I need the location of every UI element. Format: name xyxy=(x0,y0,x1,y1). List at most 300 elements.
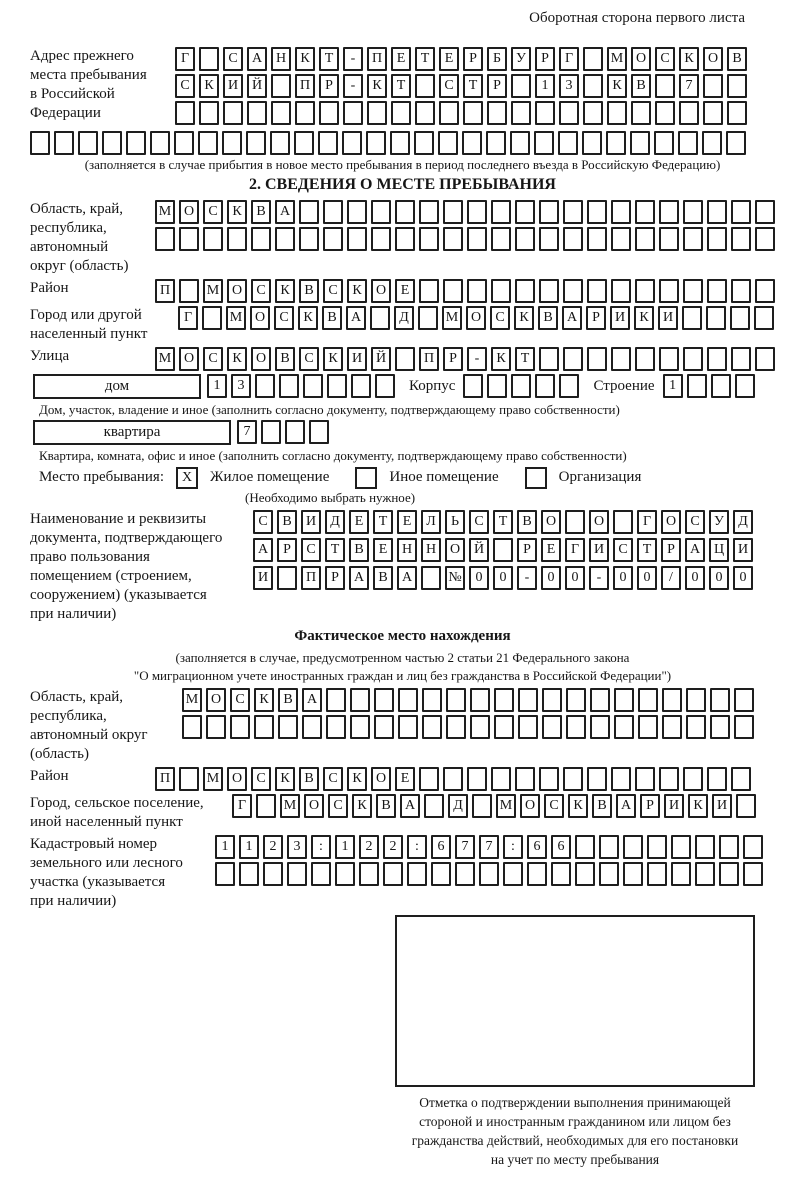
char-box xyxy=(222,131,242,155)
char-box xyxy=(343,101,363,125)
char-box xyxy=(563,767,583,791)
region-row-1 xyxy=(155,200,775,224)
char-box: К xyxy=(275,279,295,303)
region-block xyxy=(30,200,775,276)
char-box xyxy=(539,200,559,224)
char-box xyxy=(347,200,367,224)
char-box: 2 xyxy=(263,835,283,859)
char-box: Д xyxy=(733,510,753,534)
char-box xyxy=(566,688,586,712)
char-box xyxy=(599,835,619,859)
char-box: С xyxy=(203,347,223,371)
char-box: 3 xyxy=(559,74,579,98)
char-box xyxy=(731,200,751,224)
street-block xyxy=(30,347,775,371)
char-box: Г xyxy=(559,47,579,71)
char-box: Г xyxy=(565,538,585,562)
stroenie-label: Строение xyxy=(593,378,655,394)
char-box xyxy=(707,279,727,303)
char-box: А xyxy=(349,566,369,590)
char-box: Е xyxy=(541,538,561,562)
char-box: С xyxy=(175,74,195,98)
korpus-cells xyxy=(463,374,579,398)
char-box: М xyxy=(155,200,175,224)
char-box xyxy=(486,131,506,155)
char-box xyxy=(251,227,271,251)
char-box: А xyxy=(275,200,295,224)
char-box xyxy=(611,200,631,224)
char-box: М xyxy=(203,279,223,303)
char-box xyxy=(494,688,514,712)
char-box xyxy=(418,306,438,330)
char-box: И xyxy=(223,74,243,98)
char-box: К xyxy=(347,767,367,791)
char-box: К xyxy=(227,347,247,371)
label-line: Адрес прежнего xyxy=(30,48,134,64)
char-box xyxy=(491,279,511,303)
char-box xyxy=(727,74,747,98)
char-box: П xyxy=(301,566,321,590)
char-box xyxy=(326,688,346,712)
cadastral-grid xyxy=(215,835,763,889)
char-box: И xyxy=(589,538,609,562)
char-box xyxy=(438,131,458,155)
char-box xyxy=(463,101,483,125)
char-box: К xyxy=(634,306,654,330)
district-row xyxy=(155,279,775,303)
char-box: К xyxy=(367,74,387,98)
char-box xyxy=(611,347,631,371)
char-box xyxy=(270,131,290,155)
char-box xyxy=(623,835,643,859)
char-box: / xyxy=(661,566,681,590)
char-box: 2 xyxy=(359,835,379,859)
char-box xyxy=(614,688,634,712)
char-box xyxy=(607,101,627,125)
char-box: 3 xyxy=(287,835,307,859)
char-box: Т xyxy=(391,74,411,98)
char-box xyxy=(223,101,243,125)
char-box xyxy=(326,715,346,739)
char-box: К xyxy=(295,47,315,71)
char-box xyxy=(424,794,444,818)
char-box: Н xyxy=(421,538,441,562)
char-box: 0 xyxy=(637,566,657,590)
char-box xyxy=(535,101,555,125)
char-box xyxy=(275,227,295,251)
char-box xyxy=(638,715,658,739)
char-box: - xyxy=(467,347,487,371)
prev-address-grid xyxy=(175,47,747,128)
char-box: 0 xyxy=(565,566,585,590)
char-box: 1 xyxy=(207,374,227,398)
char-box: М xyxy=(203,767,223,791)
char-box: К xyxy=(199,74,219,98)
label-line: документа, подтверждающего xyxy=(30,530,223,546)
char-box xyxy=(255,374,275,398)
char-box: Г xyxy=(175,47,195,71)
char-box xyxy=(182,715,202,739)
char-box: О xyxy=(541,510,561,534)
cadastral-row-1 xyxy=(215,835,763,859)
char-box xyxy=(755,347,775,371)
char-box: О xyxy=(631,47,651,71)
char-box xyxy=(419,200,439,224)
char-box xyxy=(710,715,730,739)
char-box: О xyxy=(589,510,609,534)
char-box: В xyxy=(517,510,537,534)
char-box xyxy=(271,74,291,98)
char-box: Р xyxy=(517,538,537,562)
char-box xyxy=(731,767,751,791)
char-box: Г xyxy=(637,510,657,534)
char-box xyxy=(671,862,691,886)
label-line: гражданства действий, необходимых для его постановки xyxy=(411,1133,739,1148)
char-box: Н xyxy=(271,47,291,71)
char-box: П xyxy=(155,279,175,303)
char-box xyxy=(467,227,487,251)
char-box xyxy=(254,715,274,739)
prev-address-block xyxy=(30,47,775,128)
char-box: В xyxy=(592,794,612,818)
char-box xyxy=(366,131,386,155)
char-box: 6 xyxy=(527,835,547,859)
char-box xyxy=(327,374,347,398)
char-box: Й xyxy=(371,347,391,371)
char-box: С xyxy=(301,538,321,562)
char-box xyxy=(683,347,703,371)
char-box xyxy=(678,131,698,155)
label-line: сооружением) (указывается xyxy=(30,587,207,603)
char-box: 0 xyxy=(493,566,513,590)
char-box: 7 xyxy=(479,835,499,859)
label-line: земельного или лесного xyxy=(30,855,183,871)
char-box: С xyxy=(544,794,564,818)
char-box xyxy=(419,279,439,303)
label-line: право пользования xyxy=(30,549,150,565)
char-box xyxy=(179,279,199,303)
char-box: О xyxy=(227,767,247,791)
char-box xyxy=(395,227,415,251)
char-box: Е xyxy=(349,510,369,534)
char-box xyxy=(150,131,170,155)
char-box xyxy=(587,200,607,224)
apartment-cells xyxy=(237,420,329,444)
char-box xyxy=(583,74,603,98)
char-box: О xyxy=(445,538,465,562)
char-box: Т xyxy=(325,538,345,562)
char-box xyxy=(455,862,475,886)
char-box xyxy=(198,131,218,155)
prev-address-row-3 xyxy=(175,101,747,125)
char-box xyxy=(390,131,410,155)
char-box: А xyxy=(616,794,636,818)
char-box xyxy=(590,715,610,739)
char-box xyxy=(261,420,281,444)
label-line: на учет по месту пребывания xyxy=(490,1152,660,1167)
char-box xyxy=(518,688,538,712)
label-line: республика, xyxy=(30,220,107,236)
char-box xyxy=(421,566,441,590)
char-box: 0 xyxy=(613,566,633,590)
char-box xyxy=(559,374,579,398)
char-box xyxy=(655,74,675,98)
char-box: - xyxy=(343,74,363,98)
stay-checkbox-residential: X xyxy=(176,467,198,489)
char-box xyxy=(635,767,655,791)
cadastral-block xyxy=(30,835,775,911)
char-box: П xyxy=(367,47,387,71)
fact-region-row-1 xyxy=(182,688,754,712)
label-line: республика, xyxy=(30,708,107,724)
char-box xyxy=(539,347,559,371)
char-box: Д xyxy=(325,510,345,534)
char-box xyxy=(309,420,329,444)
char-box: К xyxy=(607,74,627,98)
city-row xyxy=(178,306,774,330)
char-box: К xyxy=(568,794,588,818)
stay-checkbox-organization xyxy=(525,467,547,489)
char-box xyxy=(707,767,727,791)
char-box xyxy=(719,862,739,886)
prev-address-row-2 xyxy=(175,74,747,98)
char-box: Е xyxy=(373,538,393,562)
district-label: Район xyxy=(30,280,69,296)
char-box: В xyxy=(277,510,297,534)
char-box: А xyxy=(400,794,420,818)
char-box: Г xyxy=(232,794,252,818)
label-line: Город, сельское поселение, xyxy=(30,795,204,811)
char-box xyxy=(443,227,463,251)
fact-city-block xyxy=(30,794,775,832)
char-box: С xyxy=(328,794,348,818)
document-row-1 xyxy=(253,510,753,534)
char-box: В xyxy=(373,566,393,590)
char-box: В xyxy=(251,200,271,224)
char-box xyxy=(256,794,276,818)
char-box xyxy=(206,715,226,739)
char-box: А xyxy=(247,47,267,71)
char-box: К xyxy=(679,47,699,71)
char-box: А xyxy=(302,688,322,712)
char-box xyxy=(335,862,355,886)
char-box: И xyxy=(301,510,321,534)
char-box: О xyxy=(304,794,324,818)
char-box: Т xyxy=(637,538,657,562)
char-box xyxy=(247,101,267,125)
char-box xyxy=(350,688,370,712)
char-box xyxy=(635,200,655,224)
char-box xyxy=(294,131,314,155)
char-box: Р xyxy=(640,794,660,818)
char-box: Р xyxy=(443,347,463,371)
char-box xyxy=(659,227,679,251)
char-box: В xyxy=(322,306,342,330)
char-box: Й xyxy=(469,538,489,562)
char-box xyxy=(635,227,655,251)
char-box xyxy=(78,131,98,155)
char-box: В xyxy=(349,538,369,562)
char-box: С xyxy=(251,279,271,303)
char-box xyxy=(679,101,699,125)
char-box xyxy=(535,374,555,398)
char-box: П xyxy=(419,347,439,371)
char-box xyxy=(227,227,247,251)
char-box xyxy=(446,715,466,739)
label-line: стороной и иностранным гражданином или лицом без xyxy=(419,1114,731,1129)
char-box xyxy=(295,101,315,125)
char-box xyxy=(511,101,531,125)
char-box xyxy=(370,306,390,330)
char-box: П xyxy=(295,74,315,98)
char-box xyxy=(683,227,703,251)
char-box xyxy=(563,200,583,224)
apartment-widebox: квартира xyxy=(33,420,231,445)
char-box: 6 xyxy=(551,835,571,859)
char-box xyxy=(647,862,667,886)
char-box xyxy=(563,347,583,371)
char-box xyxy=(383,862,403,886)
char-box xyxy=(518,715,538,739)
char-box xyxy=(599,862,619,886)
fact-title: Фактическое место нахождения xyxy=(294,628,511,644)
char-box: О xyxy=(179,200,199,224)
char-box: С xyxy=(323,767,343,791)
char-box xyxy=(203,227,223,251)
char-box xyxy=(299,200,319,224)
char-box: 7 xyxy=(679,74,699,98)
house-number-cells xyxy=(207,374,395,398)
char-box xyxy=(398,688,418,712)
char-box xyxy=(719,835,739,859)
char-box: О xyxy=(520,794,540,818)
char-box xyxy=(734,715,754,739)
char-box xyxy=(202,306,222,330)
char-box xyxy=(277,566,297,590)
char-box: Т xyxy=(463,74,483,98)
char-box: И xyxy=(610,306,630,330)
label-line: Отметка о подтверждении выполнения принимающей xyxy=(419,1095,731,1110)
char-box xyxy=(398,715,418,739)
char-box xyxy=(606,131,626,155)
char-box xyxy=(374,715,394,739)
char-box xyxy=(583,47,603,71)
label-line: в Российской xyxy=(30,86,115,102)
char-box: С xyxy=(203,200,223,224)
char-box xyxy=(472,794,492,818)
char-box xyxy=(695,862,715,886)
char-box: М xyxy=(442,306,462,330)
fact-district-label: Район xyxy=(30,768,69,784)
char-box xyxy=(443,767,463,791)
char-box xyxy=(179,767,199,791)
char-box xyxy=(239,862,259,886)
house-note: Дом, участок, владение и иное (заполнить согласно документу, подтверждающему право собственности) xyxy=(39,402,620,417)
char-box xyxy=(527,862,547,886)
char-box: - xyxy=(517,566,537,590)
fact-district-block xyxy=(30,767,775,791)
region-grid xyxy=(155,200,775,254)
char-box: В xyxy=(727,47,747,71)
char-box xyxy=(515,279,535,303)
fact-note-2: "О миграционном учете иностранных граждан и лиц без гражданства в Российской Федерации") xyxy=(133,668,672,683)
char-box: И xyxy=(658,306,678,330)
fact-region-grid xyxy=(182,688,754,742)
char-box: П xyxy=(155,767,175,791)
char-box: Е xyxy=(395,767,415,791)
char-box: В xyxy=(299,279,319,303)
char-box: О xyxy=(227,279,247,303)
stay-checkbox-other-premises xyxy=(355,467,377,489)
char-box xyxy=(491,767,511,791)
cadastral-label xyxy=(30,835,215,911)
stay-option-residential: Жилое помещение xyxy=(210,469,330,485)
char-box xyxy=(443,279,463,303)
char-box: : xyxy=(407,835,427,859)
char-box xyxy=(662,715,682,739)
char-box: С xyxy=(439,74,459,98)
char-box xyxy=(583,101,603,125)
char-box: К xyxy=(254,688,274,712)
char-box: Д xyxy=(448,794,468,818)
char-box: М xyxy=(155,347,175,371)
char-box xyxy=(755,279,775,303)
apartment-note: Квартира, комната, офис и иное (заполнить согласно документу, подтверждающему право собственности) xyxy=(39,448,627,463)
char-box xyxy=(703,74,723,98)
char-box xyxy=(419,767,439,791)
char-box: О xyxy=(371,767,391,791)
char-box: С xyxy=(251,767,271,791)
char-box: М xyxy=(226,306,246,330)
char-box: С xyxy=(469,510,489,534)
char-box xyxy=(551,862,571,886)
char-box xyxy=(706,306,726,330)
char-box: Е xyxy=(397,510,417,534)
char-box xyxy=(350,715,370,739)
char-box: Р xyxy=(319,74,339,98)
fact-notes xyxy=(30,650,775,684)
char-box xyxy=(575,835,595,859)
char-box xyxy=(731,347,751,371)
char-box: Р xyxy=(586,306,606,330)
char-box: М xyxy=(280,794,300,818)
char-box: С xyxy=(230,688,250,712)
char-box: С xyxy=(299,347,319,371)
char-box: А xyxy=(346,306,366,330)
char-box xyxy=(754,306,774,330)
char-box xyxy=(463,374,483,398)
char-box: 0 xyxy=(541,566,561,590)
char-box xyxy=(323,200,343,224)
char-box xyxy=(726,131,746,155)
stroenie-cells xyxy=(663,374,755,398)
char-box xyxy=(278,715,298,739)
char-box xyxy=(734,688,754,712)
label-line: при наличии) xyxy=(30,606,117,622)
char-box xyxy=(659,200,679,224)
house-widebox: дом xyxy=(33,374,201,399)
char-box: О xyxy=(703,47,723,71)
char-box: Е xyxy=(439,47,459,71)
char-box xyxy=(371,227,391,251)
char-box xyxy=(303,374,323,398)
char-box: Ц xyxy=(709,538,729,562)
char-box: : xyxy=(503,835,523,859)
char-box: О xyxy=(661,510,681,534)
char-box xyxy=(318,131,338,155)
char-box xyxy=(279,374,299,398)
char-box: Т xyxy=(515,347,535,371)
